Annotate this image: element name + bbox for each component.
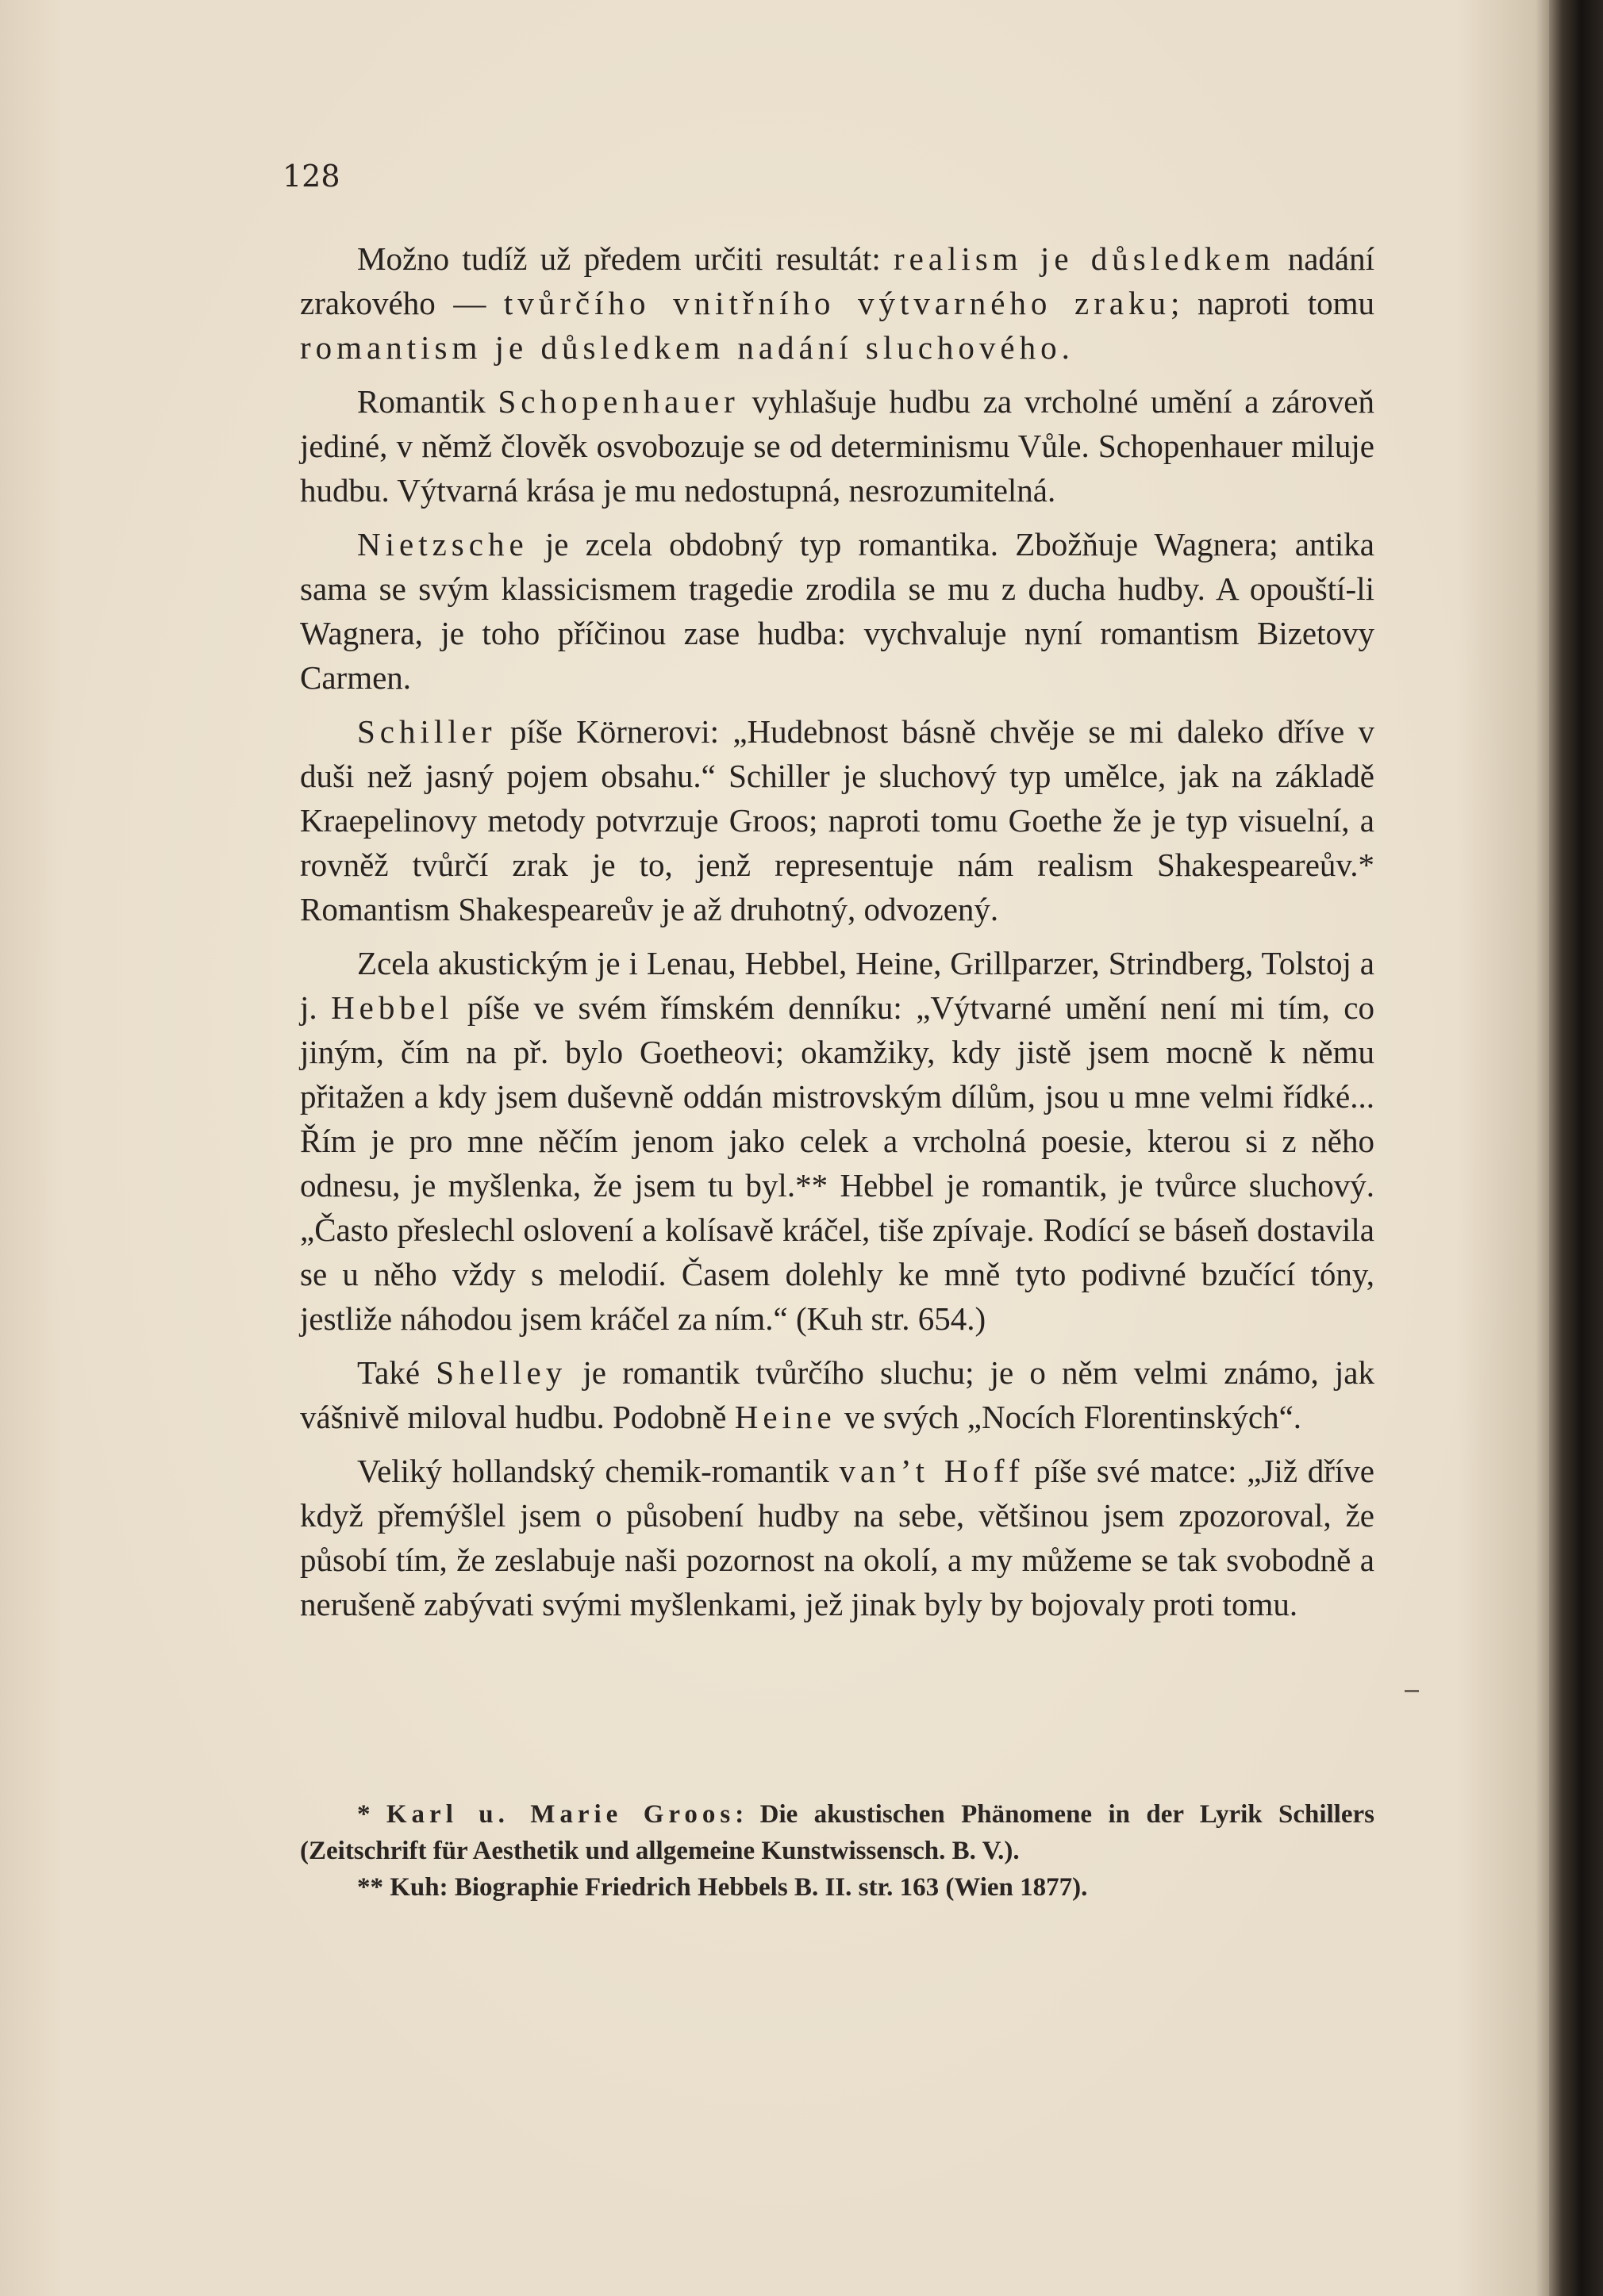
body-text xyxy=(300,236,1374,1636)
text-run: píše své matce: „Již dříve když přemýšlel jsem o působení hudby na sebe, většinou jsem zpozoroval, že působí tím, že zeslabuje naši pozornost na okolí, a my můžeme se tak svobodně a nerušeně zabývati svými myšlenkami, jež jinak byly by bojovaly proti tomu. xyxy=(300,1453,1374,1622)
footnote-text: ** Kuh: Biographie Friedrich Hebbels B. II. str. 163 (Wien 1877). xyxy=(357,1873,1088,1902)
book-spine xyxy=(1549,0,1603,2296)
text-run: je zcela obdobný typ romantika. Zbožňuje Wagnera; antika sama se svým klassicismem tragedie zrodila se mu z ducha hudby. A opouští-li Wagnera, je toho příčinou zase hudba: vychvaluje nyní romantism Bizetovy Carmen. xyxy=(300,526,1374,696)
spaced-name: van’t Hoff xyxy=(839,1453,1024,1489)
text-run: píše Körnerovi: „Hudebnost básně chvěje se mi daleko dříve v duši než jasný pojem obsahu.“ Schiller je sluchový typ umělce, jak na základě Kraepelinovy metody potvrzuje Groos; naproti tomu Goethe že je typ visuelní, a rovněž tvůrčí zrak je to, jenž representuje nám realism Shakespeareův.* Romantism Shakespeareův je až druhotný, odvozený. xyxy=(300,713,1374,927)
text-run: Zcela akustickým je i Lenau, Hebbel, Heine, Grillparzer, Strindberg, Tolstoj a j. xyxy=(300,945,1374,1026)
footnote xyxy=(300,1869,1374,1906)
spaced-name: Heine xyxy=(734,1399,836,1435)
paragraph xyxy=(300,941,1374,1341)
footnotes xyxy=(300,1796,1374,1906)
paragraph xyxy=(300,236,1374,370)
text-run: Romantik xyxy=(357,383,498,420)
text-run: píše ve svém římském denníku: „Výtvarné umění není mi tím, co jiným, čím na př. bylo Goetheovi; okamžiky, kdy jistě jsem mocně k němu přitažen a kdy jsem duševně oddán mistrovským dílům, jsou u mne velmi řídké... Řím je pro mne něčím jenom jako celek a vrcholná poesie, kterou si z něho odnesu, je myšlenka, že jsem tu byl.** Hebbel je romantik, je tvůrce sluchový. „Často přeslechl oslovení a kolísavě kráčel, tiše zpívaje. Rodící se báseň dostavila se u něho vždy s melodií. Časem dolehly ke mně tyto podivné bzučící tóny, jestliže náhodou jsem kráčel za ním.“ (Kuh str. 654.) xyxy=(300,989,1374,1337)
footnote xyxy=(300,1796,1374,1869)
spaced-name: Nietzsche xyxy=(357,526,529,562)
text-run: ; naproti tomu xyxy=(1171,285,1374,321)
spaced-name: Schopenhauer xyxy=(498,383,740,420)
paragraph xyxy=(300,709,1374,931)
text-run: nadání zrakového — xyxy=(300,240,1374,321)
text-run: Možno tudíž už předem určiti resultát: xyxy=(357,240,894,277)
spaced-name: Schiller xyxy=(357,713,497,750)
paragraph xyxy=(300,1350,1374,1439)
margin-mark xyxy=(1405,1690,1419,1692)
text-run: je romantik tvůrčího sluchu; je o něm velmi známo, jak vášnivě miloval hudbu. Podobně xyxy=(300,1354,1375,1435)
text-run: ve svých „Nocích Florentinských“. xyxy=(836,1399,1302,1435)
text-run: Veliký hollandský chemik-romantik xyxy=(357,1453,840,1489)
spaced-name: Shelley xyxy=(436,1354,567,1391)
paragraph xyxy=(300,522,1374,700)
spaced-emphasis: tvůrčího vnitřního výtvarného zraku xyxy=(503,285,1171,321)
text-run: vyhlašuje hudbu za vrcholné umění a zároveň jediné, v němž člověk osvobozuje se od determinismu Vůle. Schopenhauer miluje hudbu. Výtvarná krása je mu nedostupná, nesrozumitelná. xyxy=(300,383,1374,509)
text-run: . xyxy=(1061,329,1070,366)
page-number: 128 xyxy=(283,159,340,194)
spaced-emphasis: realism je důsledkem xyxy=(893,240,1275,277)
spaced-name: Karl u. Marie Groos xyxy=(386,1800,736,1829)
footnote-text: : Die akustischen Phänomene in der Lyrik Schillers (Zeitschrift für Aesthetik und allgemeine Kunstwissensch. B. V.). xyxy=(300,1800,1374,1865)
spaced-emphasis: romantism je důsledkem nadání sluchového xyxy=(300,329,1062,366)
paragraph xyxy=(300,1449,1374,1626)
text-run: Také xyxy=(357,1354,436,1391)
spaced-name: Hebbel xyxy=(331,989,454,1026)
paragraph xyxy=(300,379,1374,513)
footnote-mark: * xyxy=(357,1800,386,1829)
